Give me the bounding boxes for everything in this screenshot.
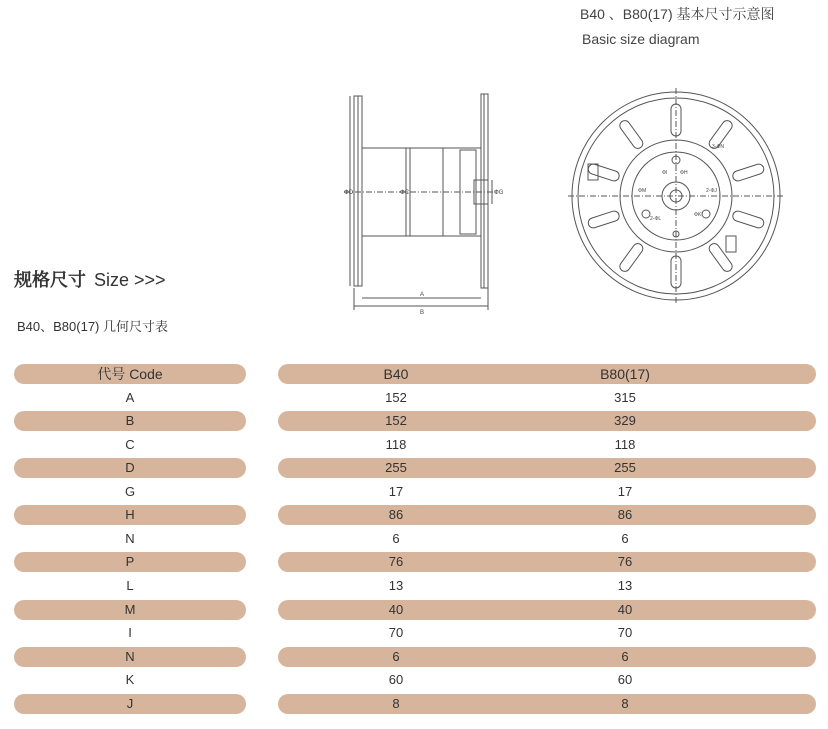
table-cell: 329 [614, 413, 636, 428]
table-header-cell: B40 [383, 366, 409, 382]
table-cell: N [125, 649, 135, 664]
diagram-title-en: Basic size diagram [582, 31, 700, 47]
table-cell: 8 [392, 696, 400, 711]
table-cell: J [126, 696, 134, 711]
table-cell: 40 [388, 602, 404, 617]
table-cell: 86 [388, 507, 404, 522]
table-cell: 152 [385, 413, 407, 428]
table-cell: 118 [614, 437, 636, 452]
table-cell: 6 [392, 649, 400, 664]
label-d: ΦD [344, 190, 354, 196]
table-cell: 6 [392, 531, 400, 546]
table-cell: P [125, 554, 135, 569]
table-cell: L [126, 578, 134, 593]
section-title-en: Size >>> [94, 270, 166, 290]
table-header-cell: 代号 Code [97, 366, 163, 382]
table-cell: 76 [617, 554, 633, 569]
table-cell: D [125, 460, 135, 475]
table-cell: A [125, 390, 135, 405]
table-cell: 152 [385, 390, 407, 405]
table-cell: B [125, 413, 135, 428]
front-label-2: 2-ΦL [650, 216, 662, 222]
table-cell: C [125, 437, 135, 452]
table-cell: 70 [388, 625, 404, 640]
table-cell: 76 [388, 554, 404, 569]
table-cell: 315 [614, 390, 636, 405]
label-b: B [420, 310, 425, 316]
table-cell: 255 [614, 460, 636, 475]
table-header-cell: B80(17) [600, 366, 650, 382]
table-cell: 60 [388, 672, 404, 687]
front-label-6: ΦH [680, 170, 688, 176]
table-cell: 13 [388, 578, 404, 593]
label-c: ΦC [400, 190, 410, 196]
table-cell: 6 [621, 531, 629, 546]
table-cell: 13 [617, 578, 633, 593]
table-cell: N [125, 531, 135, 546]
spool-side-view-diagram [338, 76, 508, 316]
table-cell: 255 [385, 460, 407, 475]
label-g: ΦG [494, 190, 504, 196]
table-title: B40、B80(17) 几何尺寸表 [17, 319, 168, 334]
table-cell: 17 [617, 484, 633, 499]
table-cell: 40 [617, 602, 633, 617]
table-cell: H [125, 507, 135, 522]
table-cell: M [124, 602, 136, 617]
section-title-cn: 规格尺寸 [14, 270, 86, 290]
front-label-5: ΦI [662, 170, 668, 176]
section-title [14, 266, 166, 292]
table-cell: 60 [617, 672, 633, 687]
table-cell: G [124, 484, 136, 499]
label-a: A [420, 292, 425, 298]
table-cell: 118 [385, 437, 407, 452]
front-label-3: 2-ΦJ [706, 188, 717, 194]
diagram-title-cn: B40 、B80(17) 基本尺寸示意图 [580, 6, 775, 22]
table-cell: 6 [621, 649, 629, 664]
table-cell: K [125, 672, 135, 687]
spool-front-view-diagram [566, 86, 786, 306]
table-cell: I [128, 625, 132, 640]
table-cell: 8 [621, 696, 629, 711]
table-cell: 86 [617, 507, 633, 522]
front-label-4: ΦK [694, 212, 702, 218]
front-label-0: 3-ΦN [712, 144, 725, 150]
table-cell: 70 [617, 625, 633, 640]
table-cell: 17 [388, 484, 404, 499]
front-label-1: ΦM [638, 188, 647, 194]
